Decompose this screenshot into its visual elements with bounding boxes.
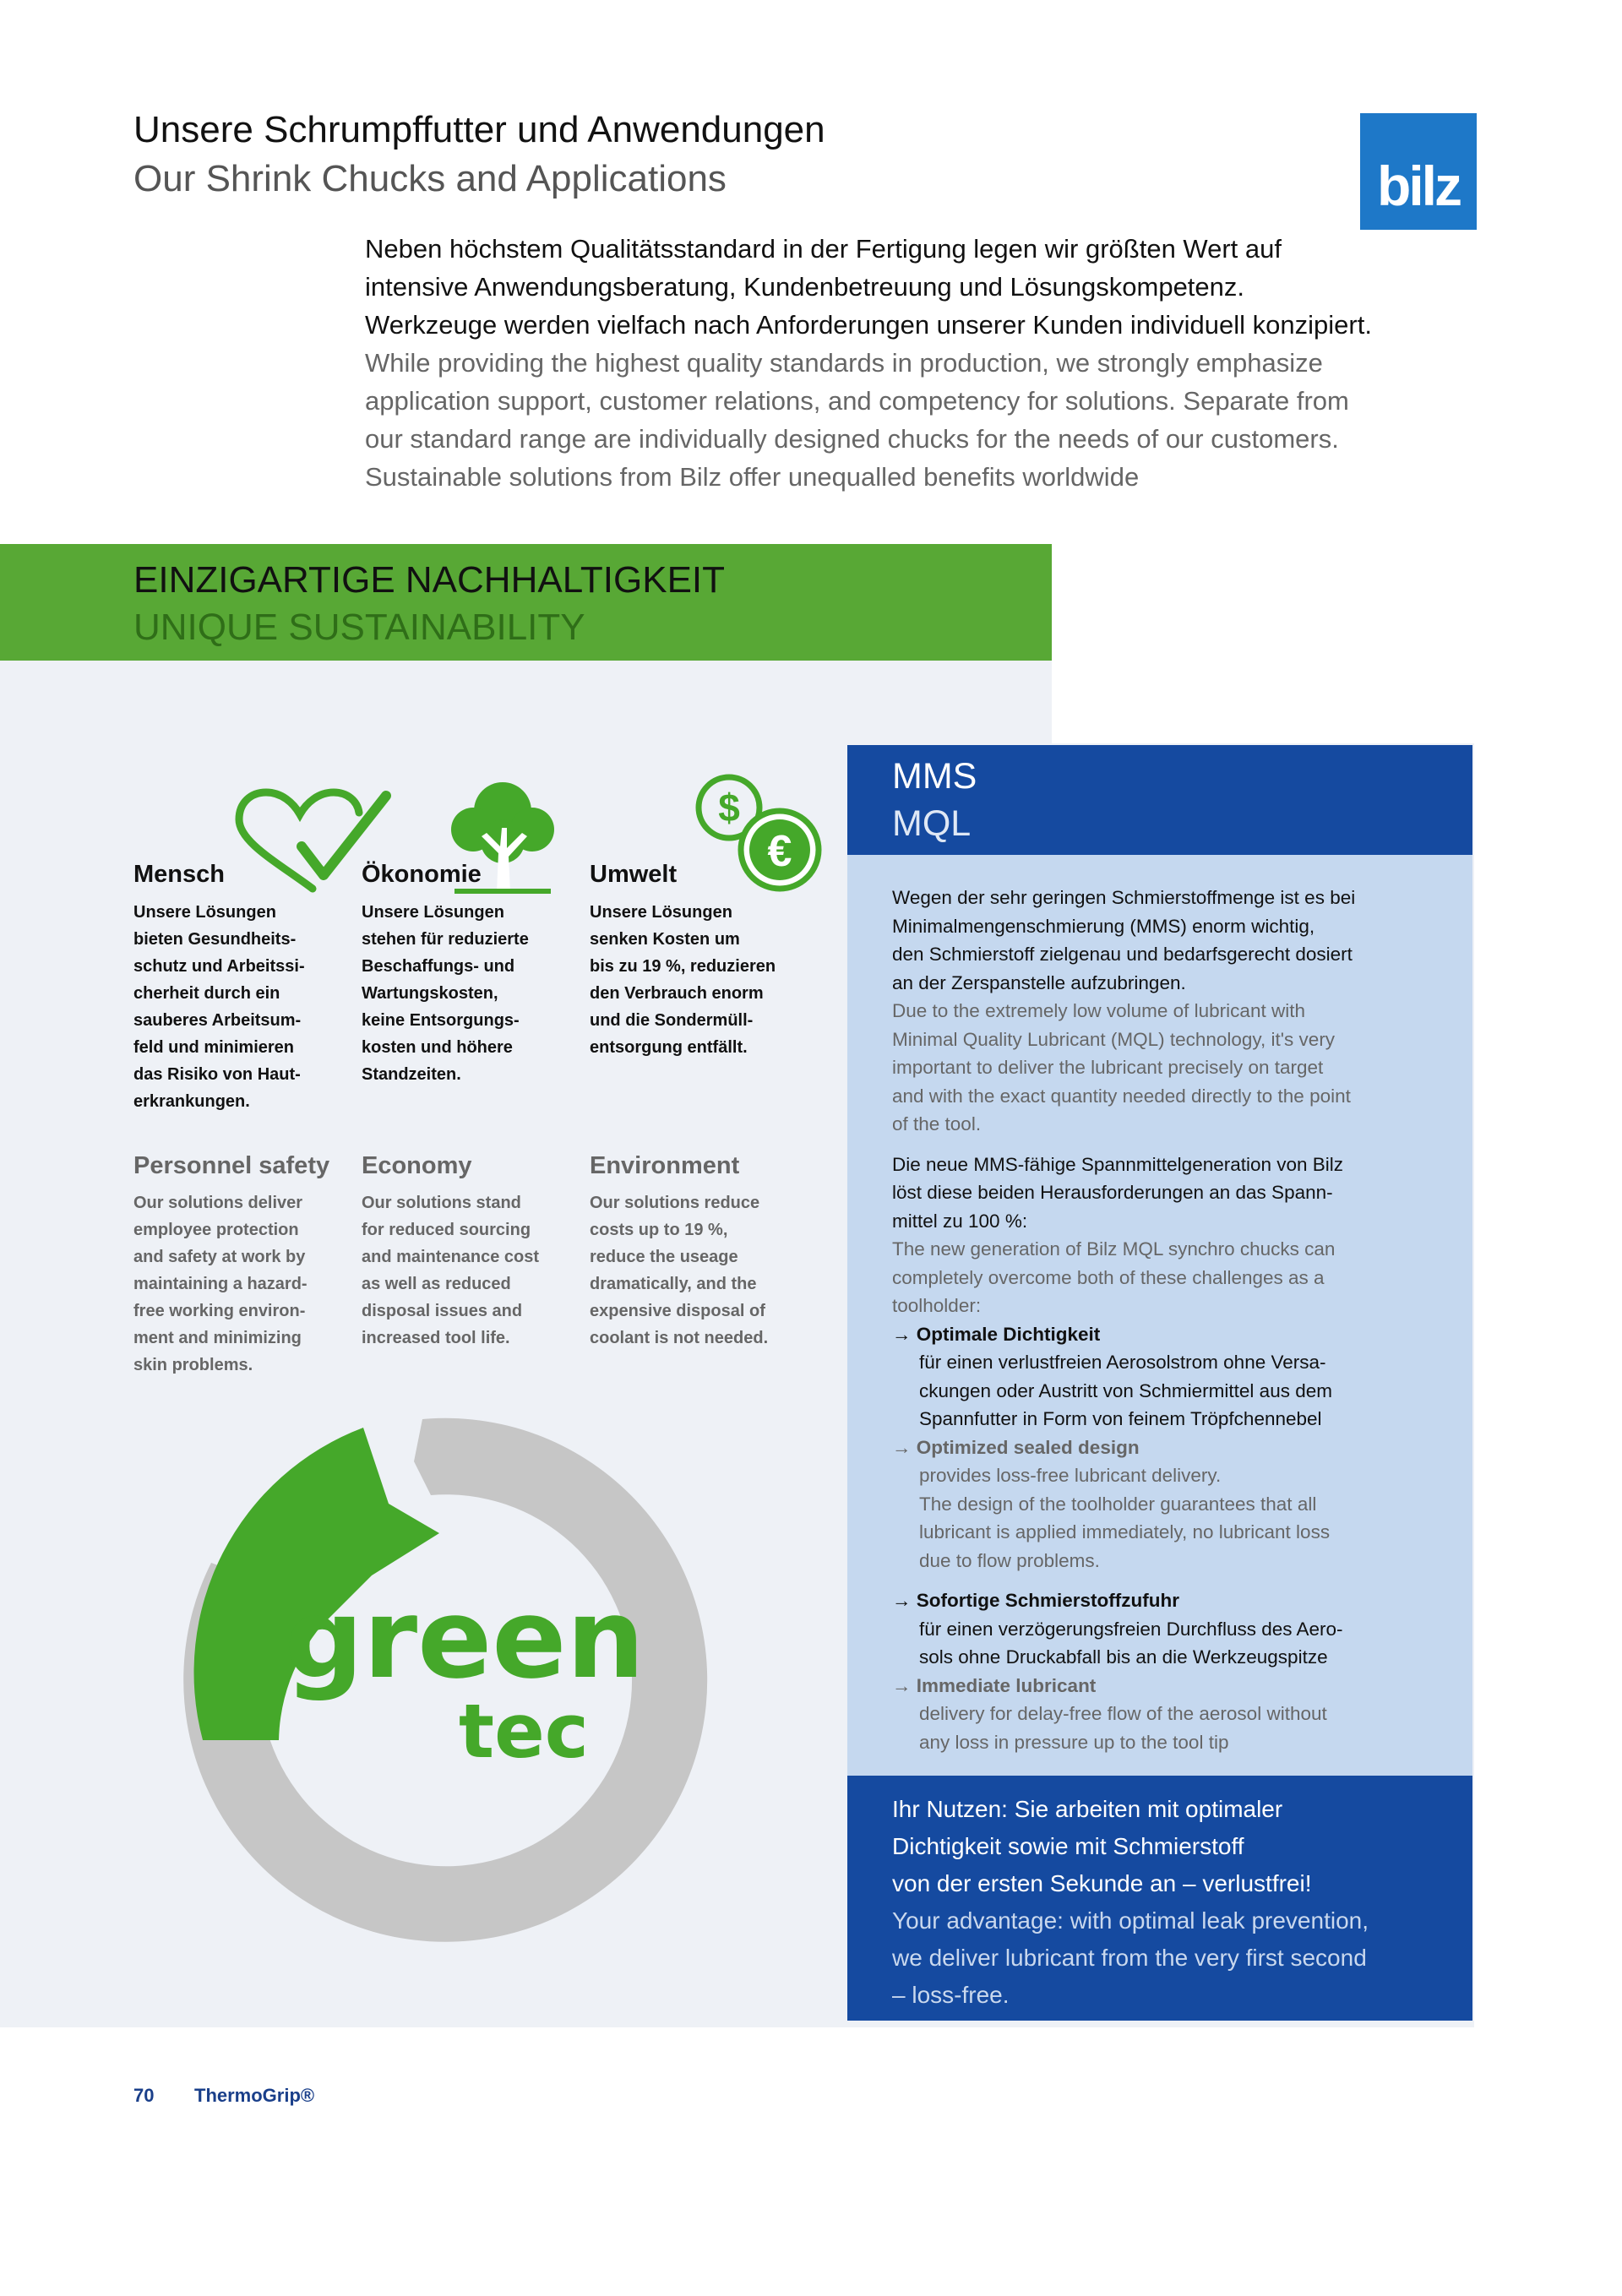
text-line: Our solutions stand [362,1194,521,1212]
column-umwelt [590,853,801,1061]
column-text [590,899,801,1061]
intro-en-line: our standard range are individually designed chucks for the needs of our customers. [365,424,1339,454]
svg-text:€: € [767,827,792,876]
mms-line: den Schmierstoff zielgenau und bedarfsgerecht dosiert [892,944,1353,965]
text-line: and maintenance cost [362,1248,540,1266]
brand-name: ThermoGrip® [194,2085,315,2106]
text-line: skin problems. [133,1356,253,1374]
bullet-line: The design of the toolholder guarantees that all [919,1493,1317,1515]
text-line: Our solutions deliver [133,1194,303,1212]
page-title: Unsere Schrumpffutter und Anwendungen [133,109,825,150]
text-line: expensive disposal of [590,1302,765,1320]
mms-line: important to deliver the lubricant precisely on target [892,1057,1324,1078]
mms-line: löst diese beiden Herausforderungen an das Spann- [892,1182,1333,1203]
mms-title: MMS [892,756,977,797]
mms-line: an der Zerspanstelle aufzubringen. [892,971,1186,993]
mms-line: and with the exact quantity needed directly to the point [892,1085,1351,1107]
text-line: und die Sondermüll- [590,1011,754,1030]
text-line: ment and minimizing [133,1329,302,1347]
benefit-line: we deliver lubricant from the very first second [892,1945,1367,1971]
bullet-line: any loss in pressure up to the tool tip [919,1731,1229,1753]
text-line: as well as reduced [362,1275,511,1293]
column-text [362,899,573,1088]
text-line: Beschaffungs- und [362,957,515,976]
text-line: coolant is not needed. [590,1329,769,1347]
bullet-heading: → Sofortige Schmierstoffzufuhr [892,1590,1180,1611]
mms-line: Wegen der sehr geringen Schmierstoffmenge ist es bei [892,887,1356,908]
text-line: feld und minimieren [133,1038,295,1057]
column-text-en [133,1189,353,1379]
mms-line: Minimal Quality Lubricant (MQL) technology, it's very [892,1028,1336,1050]
intro-en-line: Sustainable solutions from Bilz offer unequalled benefits worldwide [365,462,1140,492]
text-line: Unsere Lösungen [590,903,732,922]
text-line: Unsere Lösungen [133,903,276,922]
intro-en-line: application support, customer relations, and competency for solutions. Separate from [365,386,1349,416]
text-line: bis zu 19 %, reduzieren [590,957,776,976]
column-heading-en: Economy [362,1152,472,1179]
text-line: erkrankungen. [133,1092,250,1111]
greentec-logo [152,1385,743,1977]
intro-de-line: Neben höchstem Qualitätsstandard in der Fertigung legen wir größten Wert auf [365,234,1282,264]
bullet-heading: → Immediate lubricant [892,1674,1097,1696]
intro-de-line: Werkzeuge werden vielfach nach Anforderungen unserer Kunden individuell konzipiert. [365,310,1372,340]
text-line: and safety at work by [133,1248,306,1266]
text-line: for reduced sourcing [362,1221,531,1239]
text-line: maintaining a hazard- [133,1275,308,1293]
text-line: cherheit durch ein [133,984,280,1003]
bullet-line: delivery for delay-free flow of the aerosol without [919,1703,1327,1724]
bullet-line: lubricant is applied immediately, no lubricant loss [919,1521,1331,1542]
mms-line: mittel zu 100 %: [892,1210,1028,1232]
mms-text [892,884,1433,1756]
page-subtitle: Our Shrink Chucks and Applications [133,158,727,199]
text-line: keine Entsorgungs- [362,1011,520,1030]
text-line: Standzeiten. [362,1065,461,1084]
column-environment [590,1145,809,1352]
mms-line: completely overcome both of these challenges as a [892,1266,1325,1288]
column-personnel-safety [133,1145,353,1379]
column-heading-en: Personnel safety [133,1152,330,1179]
column-economy [362,1145,581,1352]
section-subtitle: UNIQUE SUSTAINABILITY [133,607,585,648]
mms-benefit-text [892,1791,1450,2014]
text-line: Our solutions reduce [590,1194,760,1212]
benefit-line: von der ersten Sekunde an – verlustfrei! [892,1870,1312,1896]
mms-line: Minimalmengenschmierung (MMS) enorm wichtig, [892,915,1315,937]
column-text-en [362,1189,581,1352]
bullet-line: Spannfutter in Form von feinem Tröpfchennebel [919,1408,1322,1429]
text-line: costs up to 19 %, [590,1221,728,1239]
text-line: den Verbrauch enorm [590,984,764,1003]
bullet-line: provides loss-free lubricant delivery. [919,1465,1222,1486]
text-line: kosten und höhere [362,1038,513,1057]
text-line: disposal issues and [362,1302,523,1320]
column-oekonomie [362,853,573,1088]
mms-line: Die neue MMS-fähige Spannmittelgeneration von Bilz [892,1153,1344,1175]
text-line: stehen für reduzierte [362,930,529,949]
benefit-line: – loss-free. [892,1982,1010,2008]
text-line: das Risiko von Haut- [133,1065,301,1084]
bilz-logo: bilz [1360,113,1477,230]
text-line: dramatically, and the [590,1275,757,1293]
text-line: senken Kosten um [590,930,740,949]
benefit-line: Ihr Nutzen: Sie arbeiten mit optimaler [892,1796,1283,1822]
intro-de-line: intensive Anwendungsberatung, Kundenbetreuung und Lösungskompetenz. [365,272,1245,302]
text-line: entsorgung entfällt. [590,1038,748,1057]
text-line: bieten Gesundheits- [133,930,297,949]
bullet-line: für einen verzögerungsfreien Durchfluss des Aero- [919,1618,1343,1640]
text-line: reduce the useage [590,1248,738,1266]
benefit-line: Dichtigkeit sowie mit Schmierstoff [892,1833,1244,1859]
text-line: Unsere Lösungen [362,903,504,922]
text-line: free working environ- [133,1302,306,1320]
text-line: Wartungskosten, [362,984,498,1003]
column-heading: Mensch [133,861,225,888]
section-title: EINZIGARTIGE NACHHALTIGKEIT [133,559,726,601]
mms-line: of the tool. [892,1113,982,1134]
text-line: increased tool life. [362,1329,510,1347]
text-line: sauberes Arbeitsum- [133,1011,302,1030]
column-heading: Ökonomie [362,861,482,888]
intro-text [365,230,1446,496]
column-text-en [590,1189,809,1352]
greentec-word-green: green [284,1575,645,1703]
bullet-line: sols ohne Druckabfall bis an die Werkzeugspitze [919,1646,1328,1668]
benefit-line: Your advantage: with optimal leak prevention, [892,1907,1369,1934]
bullet-heading: → Optimized sealed design [892,1436,1140,1458]
text-line: schutz und Arbeitssi- [133,957,305,976]
bullet-line: due to flow problems. [919,1549,1100,1571]
column-text [133,899,345,1115]
mms-line: The new generation of Bilz MQL synchro chucks can [892,1238,1336,1260]
bullet-line: ckungen oder Austritt von Schmiermittel aus dem [919,1379,1332,1401]
greentec-word-tec: tec [459,1688,589,1775]
bullet-heading: → Optimale Dichtigkeit [892,1323,1101,1345]
bullet-line: für einen verlustfreien Aerosolstrom ohne Versa- [919,1352,1326,1373]
intro-en-line: While providing the highest quality standards in production, we strongly emphasize [365,348,1323,378]
mql-title: MQL [892,803,972,844]
mms-line: toolholder: [892,1295,982,1316]
column-heading: Umwelt [590,861,678,888]
column-heading-en: Environment [590,1152,740,1179]
column-mensch [133,853,345,1115]
page-number: 70 [133,2085,155,2106]
text-line: employee protection [133,1221,299,1239]
svg-text:$: $ [718,786,740,830]
mms-line: Due to the extremely low volume of lubricant with [892,1000,1305,1021]
